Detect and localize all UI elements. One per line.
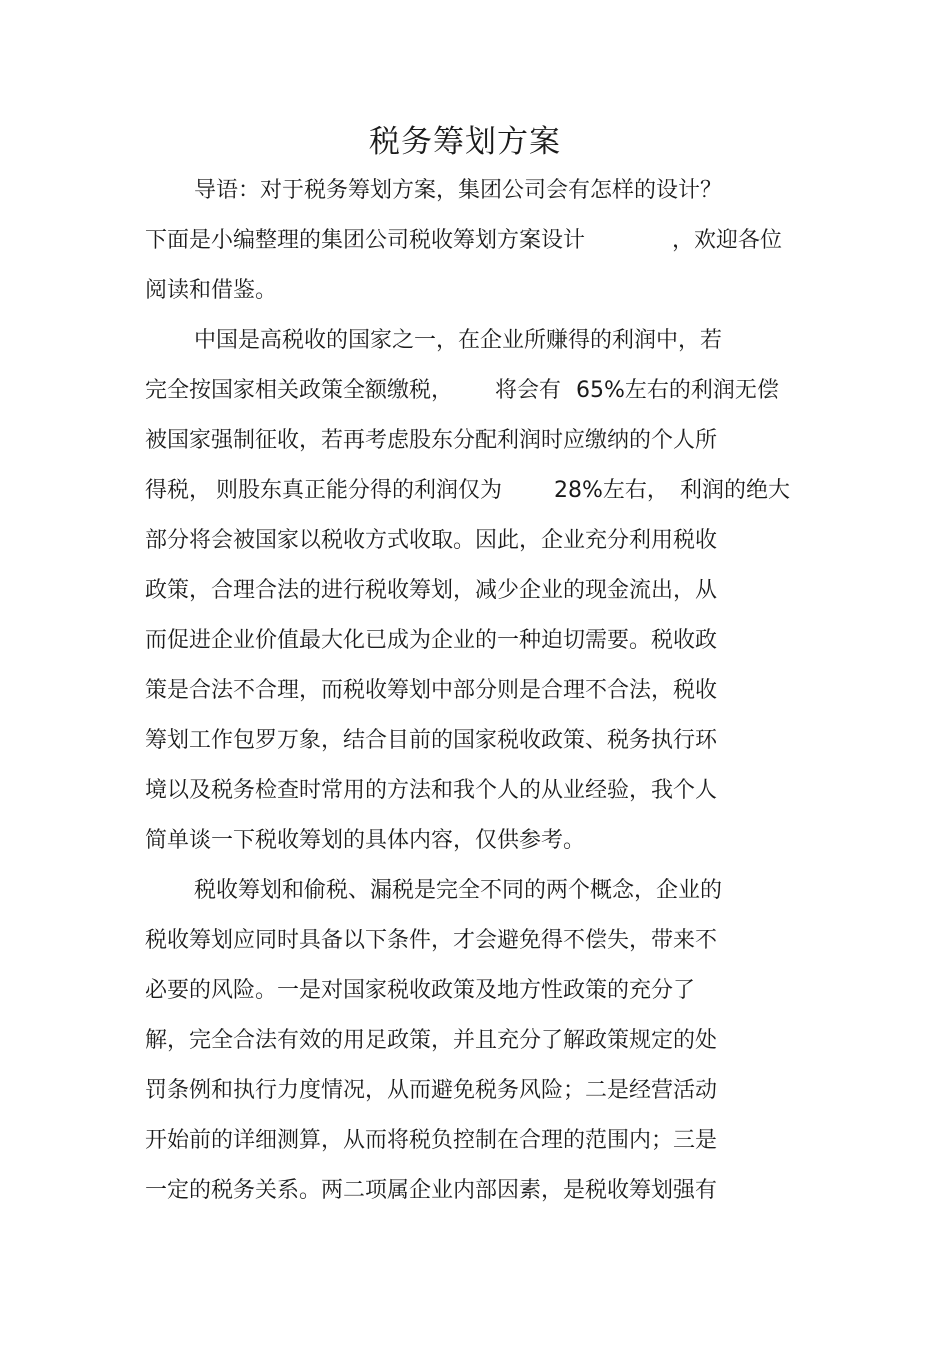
text-segment: ，欢迎各位 — [672, 228, 783, 253]
text-segment: 而促进企业价值最大化已成为企业的一种迫切需要。税收政 — [145, 628, 718, 653]
text-segment: 税收筹划和偷税、漏税是完全不同的两个概念，企业的 — [194, 878, 723, 903]
text-segment: 筹划工作包罗万象，结合目前的国家税收政策、税务执行环 — [145, 728, 718, 753]
text-segment: 完全按国家相关政策全额缴税， — [145, 378, 454, 403]
text-segment: 下面是小编整理的集团公司税收筹划方案设计 — [145, 228, 586, 253]
text-segment: 则股东真正能分得的利润仅为 — [216, 478, 503, 503]
text-segment: 政策，合理合法的进行税收筹划，减少企业的现金流出，从 — [145, 578, 718, 603]
text-segment: 导语：对于税务筹划方案，集团公司会有怎样的设计？ — [194, 178, 723, 203]
text-segment: 将会有 — [495, 378, 562, 403]
text-segment: 必要的风险。一是对国家税收政策及地方性政策的充分了 — [145, 978, 696, 1003]
text-segment: 得税， — [145, 478, 212, 503]
text-segment: 一定的税务关系。两二项属企业内部因素，是税收筹划强有 — [145, 1178, 718, 1203]
text-segment: 境以及税务检查时常用的方法和我个人的从业经验，我个人 — [145, 778, 718, 803]
text-segment: 被国家强制征收，若再考虑股东分配利润时应缴纳的个人所 — [145, 428, 718, 453]
document-title: 税务筹划方案 — [369, 124, 561, 160]
text-segment: 开始前的详细测算，从而将税负控制在合理的范围内；三是 — [145, 1128, 718, 1153]
text-segment: 简单谈一下税收筹划的具体内容，仅供参考。 — [145, 828, 586, 853]
text-segment: 65%左右的利润无偿 — [576, 378, 779, 403]
text-segment: 28%左右， — [554, 478, 669, 503]
text-segment: 策是合法不合理，而税收筹划中部分则是合理不合法，税收 — [145, 678, 718, 703]
text-segment: 利润的绝大 — [680, 478, 791, 503]
text-segment: 部分将会被国家以税收方式收取。因此，企业充分利用税收 — [145, 528, 718, 553]
text-segment: 阅读和借鉴。 — [145, 278, 278, 303]
text-segment: 中国是高税收的国家之一，在企业所赚得的利润中，若 — [194, 328, 723, 353]
text-segment: 税收筹划应同时具备以下条件，才会避免得不偿失，带来不 — [145, 928, 718, 953]
text-segment: 罚条例和执行力度情况，从而避免税务风险；二是经营活动 — [145, 1078, 718, 1103]
text-segment: 解，完全合法有效的用足政策，并且充分了解政策规定的处 — [145, 1028, 718, 1053]
